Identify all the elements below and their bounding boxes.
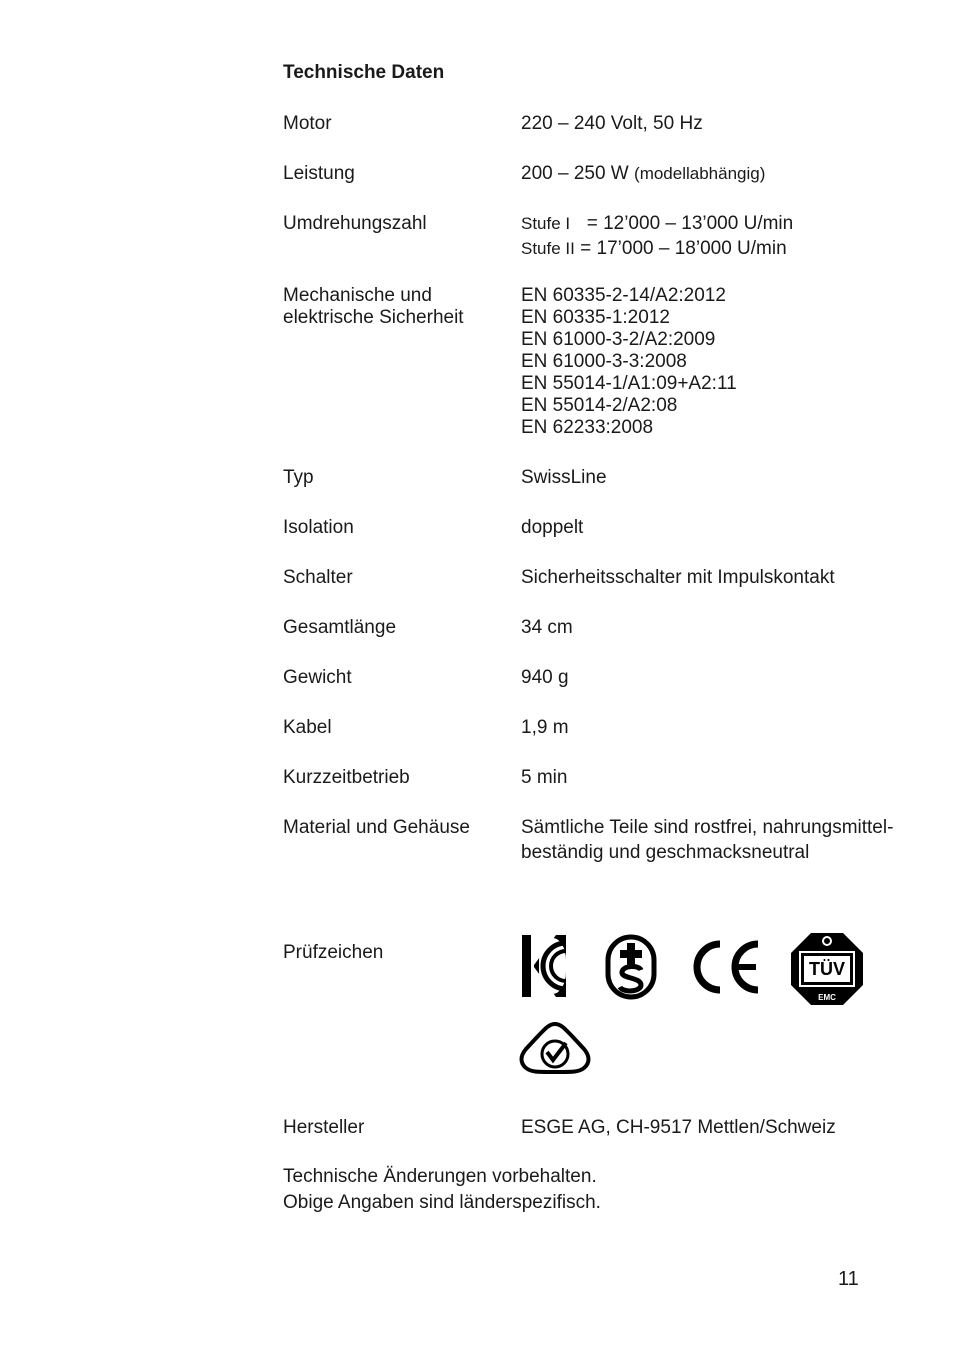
label-gesamtlaenge: Gesamtlänge: [283, 617, 397, 638]
speed-stage: Stufe I: [521, 214, 571, 233]
value-motor: 220 – 240 Volt, 50 Hz: [521, 113, 703, 134]
norm-item: EN 55014-2/A2:08: [521, 395, 678, 416]
label-motor: Motor: [283, 113, 332, 134]
label-leistung: Leistung: [283, 163, 355, 184]
norm-item: EN 55014-1/A1:09+A2:11: [521, 373, 737, 394]
ce-mark-icon: [688, 940, 762, 994]
speed-line: [521, 238, 941, 263]
speed-line: [521, 213, 941, 238]
s-plus-mark-icon: [605, 934, 657, 1000]
value-hersteller: ESGE AG, CH-9517 Mettlen/Schweiz: [521, 1117, 836, 1138]
value-kurzzeitbetrieb: 5 min: [521, 767, 568, 788]
value-schalter: Sicherheitsschalter mit Impulskontakt: [521, 567, 835, 588]
label-kabel: Kabel: [283, 717, 332, 738]
speed-range: = 17’000 – 18’000 U/min: [580, 238, 787, 259]
material-line: Sämtliche Teile sind rostfrei, nahrungsmittel-: [521, 817, 894, 838]
norm-item: EN 61000-3-2/A2:2009: [521, 329, 716, 350]
label-kurzzeitbetrieb: Kurzzeitbetrieb: [283, 767, 410, 788]
label-material: Material und Gehäuse: [283, 817, 470, 838]
norm-item: EN 62233:2008: [521, 417, 654, 438]
value-gewicht: 940 g: [521, 667, 569, 688]
label-typ: Typ: [283, 467, 314, 488]
label-hersteller: Hersteller: [283, 1117, 365, 1138]
norm-item: EN 61000-3-3:2008: [521, 351, 687, 372]
norm-item: EN 60335-1:2012: [521, 307, 670, 328]
value-leistung: [521, 163, 941, 185]
norms-list: [521, 285, 941, 439]
value-leistung-main: 200 – 250 W: [521, 163, 629, 184]
value-material: [521, 817, 941, 867]
value-leistung-note: (modellabhängig): [634, 164, 766, 183]
label-isolation: Isolation: [283, 517, 354, 538]
value-gesamtlaenge: 34 cm: [521, 617, 573, 638]
value-typ: SwissLine: [521, 467, 607, 488]
speed-stage: Stufe II: [521, 239, 575, 258]
value-umdrehungszahl: [521, 213, 941, 263]
footer-note: Obige Angaben sind länderspezifisch.: [283, 1192, 601, 1213]
label-umdrehungszahl: Umdrehungszahl: [283, 213, 427, 234]
rcm-mark-icon: [518, 1021, 592, 1075]
label-line: Mechanische und: [283, 285, 432, 306]
value-kabel: 1,9 m: [521, 717, 569, 738]
speed-range: = 12’000 – 13’000 U/min: [586, 213, 794, 234]
page-title: Technische Daten: [283, 62, 445, 83]
material-line: beständig und geschmacksneutral: [521, 842, 810, 863]
norm-item: EN 60335-2-14/A2:2012: [521, 285, 726, 306]
tuv-emc-mark-icon: [789, 931, 865, 1007]
label-gewicht: Gewicht: [283, 667, 352, 688]
label-pruefzeichen: Prüfzeichen: [283, 942, 384, 963]
label-line: elektrische Sicherheit: [283, 307, 464, 328]
footer-note: Technische Änderungen vorbehalten.: [283, 1166, 597, 1187]
value-isolation: doppelt: [521, 517, 584, 538]
emc-text: EMC: [818, 993, 836, 1002]
label-sicherheit: [283, 285, 513, 329]
kc-mark-icon: [520, 933, 568, 999]
page-number: 11: [838, 1268, 859, 1290]
label-schalter: Schalter: [283, 567, 353, 588]
footer-notes: [283, 1166, 601, 1218]
tuv-text: TÜV: [809, 959, 845, 979]
